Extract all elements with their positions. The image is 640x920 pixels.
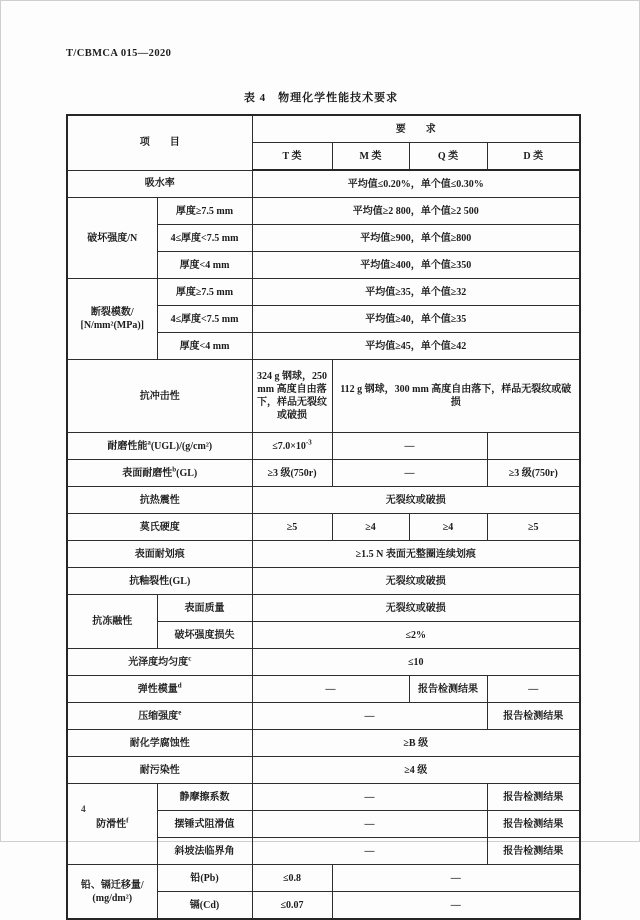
- row-gloss-uniformity: [67, 649, 580, 676]
- spec-value: 平均值≥45，单个值≥42: [252, 333, 580, 360]
- row-modulus-of-rupture: [67, 279, 580, 306]
- spec-table: [66, 114, 581, 920]
- row-mohs-hardness: [67, 514, 580, 541]
- item-label: 压缩强度$^e$: [67, 703, 252, 730]
- spec-value-mqd: —: [332, 865, 580, 892]
- spec-value: ≥B 级: [252, 730, 580, 757]
- spec-value-t: 324 g 钢球，250 mm 高度自由落下，样品无裂纹或破损: [252, 360, 332, 433]
- header-class-t: T 类: [252, 143, 332, 171]
- item-label: 抗冲击性: [67, 360, 252, 433]
- spec-value: 平均值≥35，单个值≥32: [252, 279, 580, 306]
- spec-value-mq: —: [332, 433, 487, 460]
- condition-label: 厚度<4 mm: [157, 252, 252, 279]
- spec-value-m: ≥4: [332, 514, 409, 541]
- item-label: 耐污染性: [67, 757, 252, 784]
- item-label: 耐化学腐蚀性: [67, 730, 252, 757]
- spec-value-d: 报告检测结果: [487, 811, 580, 838]
- spec-value: 无裂纹或破损: [252, 595, 580, 622]
- spec-value: ≥4 级: [252, 757, 580, 784]
- spec-value-tmq: —: [252, 703, 487, 730]
- spec-value: ≤10: [252, 649, 580, 676]
- condition-label: 破坏强度损失: [157, 622, 252, 649]
- item-label: 抗釉裂性(GL): [67, 568, 252, 595]
- row-breaking-strength: [67, 198, 580, 225]
- row-abrasion-gl: [67, 460, 580, 487]
- condition-label: 摆锤式阻滑值: [157, 811, 252, 838]
- spec-value-t: ≥3 级(750r): [252, 460, 332, 487]
- condition-label: 静摩擦系数: [157, 784, 252, 811]
- doc-code: T/CBMCA 015—2020: [66, 48, 172, 59]
- header-class-d: D 类: [487, 143, 580, 171]
- condition-label: 厚度<4 mm: [157, 333, 252, 360]
- spec-value: 平均值≥40，单个值≥35: [252, 306, 580, 333]
- header-item: 项 目: [67, 115, 252, 170]
- item-label: 弹性模量$^d$: [67, 676, 252, 703]
- condition-label: 表面质量: [157, 595, 252, 622]
- condition-label: 4≤厚度<7.5 mm: [157, 306, 252, 333]
- spec-value-mqd: —: [332, 892, 580, 920]
- row-elastic-modulus: [67, 676, 580, 703]
- item-label: 表面耐磨性$^b$(GL): [67, 460, 252, 487]
- row-compressive-strength: [67, 703, 580, 730]
- item-label: 断裂模数/ [N/mm²(MPa)]: [67, 279, 157, 360]
- row-freeze-thaw: [67, 595, 580, 622]
- condition-label: 斜坡法临界角: [157, 838, 252, 865]
- condition-label: 4≤厚度<7.5 mm: [157, 225, 252, 252]
- spec-value: ≥1.5 N 表面无整圈连续划痕: [252, 541, 580, 568]
- spec-value: 无裂纹或破损: [252, 487, 580, 514]
- spec-value-tmq: —: [252, 784, 487, 811]
- header-row-1: [67, 115, 580, 143]
- spec-value-t: ≤0.07: [252, 892, 332, 920]
- spec-value: 平均值≥2 800，单个值≥2 500: [252, 198, 580, 225]
- spec-value-mq: —: [332, 460, 487, 487]
- header-class-m: M 类: [332, 143, 409, 171]
- spec-value-d: 报告检测结果: [487, 784, 580, 811]
- row-stain-resistance: [67, 757, 580, 784]
- condition-label: 铅(Pb): [157, 865, 252, 892]
- condition-label: 镉(Cd): [157, 892, 252, 920]
- spec-value: 平均值≤0.20%，单个值≤0.30%: [252, 170, 580, 198]
- row-thermal-shock: [67, 487, 580, 514]
- row-water-absorption: [67, 170, 580, 198]
- spec-value-d: 报告检测结果: [487, 703, 580, 730]
- spec-value: 平均值≥400，单个值≥350: [252, 252, 580, 279]
- item-label: 莫氏硬度: [67, 514, 252, 541]
- row-chemical-resistance: [67, 730, 580, 757]
- condition-label: 厚度≥7.5 mm: [157, 279, 252, 306]
- item-label: 抗冻融性: [67, 595, 157, 649]
- condition-label: 厚度≥7.5 mm: [157, 198, 252, 225]
- row-craze-resistance: [67, 568, 580, 595]
- spec-value-tmq: —: [252, 838, 487, 865]
- item-label: 破坏强度/N: [67, 198, 157, 279]
- item-label: 吸水率: [67, 170, 252, 198]
- row-abrasion-ugl: [67, 433, 580, 460]
- spec-value: 无裂纹或破损: [252, 568, 580, 595]
- spec-value-tm: —: [252, 676, 409, 703]
- row-slip-resistance: [67, 784, 580, 811]
- spec-value-q: ≥4: [409, 514, 487, 541]
- spec-value-d: [487, 433, 580, 460]
- item-label: 防滑性$^f$: [67, 784, 157, 865]
- row-impact-resistance: [67, 360, 580, 433]
- item-label: 表面耐划痕: [67, 541, 252, 568]
- spec-value-tmq: —: [252, 811, 487, 838]
- row-scratch-resistance: [67, 541, 580, 568]
- spec-value-q: 报告检测结果: [409, 676, 487, 703]
- spec-value-d: —: [487, 676, 580, 703]
- item-label: 铅、镉迁移量/ (mg/dm²): [67, 865, 157, 920]
- spec-value-d: ≥3 级(750r): [487, 460, 580, 487]
- item-label: 耐磨性能$^a$(UGL)/(g/cm²): [67, 433, 252, 460]
- spec-value-mqd: 112 g 钢球，300 mm 高度自由落下，样品无裂纹或破损: [332, 360, 580, 433]
- item-label: 光泽度均匀度$^c$: [67, 649, 252, 676]
- spec-value-d: 报告检测结果: [487, 838, 580, 865]
- row-lead-cadmium: [67, 865, 580, 892]
- spec-value-t: $\le 7.0\times 10^{-3}$: [252, 433, 332, 460]
- table-caption: 表 4 物理化学性能技术要求: [243, 92, 399, 104]
- spec-value: 平均值≥900，单个值≥800: [252, 225, 580, 252]
- page-number: 4: [81, 805, 86, 815]
- spec-value-t: ≤0.8: [252, 865, 332, 892]
- header-requirement: 要 求: [252, 115, 580, 143]
- spec-value-d: ≥5: [487, 514, 580, 541]
- header-class-q: Q 类: [409, 143, 487, 171]
- item-label: 抗热震性: [67, 487, 252, 514]
- spec-value: ≤2%: [252, 622, 580, 649]
- spec-value-t: ≥5: [252, 514, 332, 541]
